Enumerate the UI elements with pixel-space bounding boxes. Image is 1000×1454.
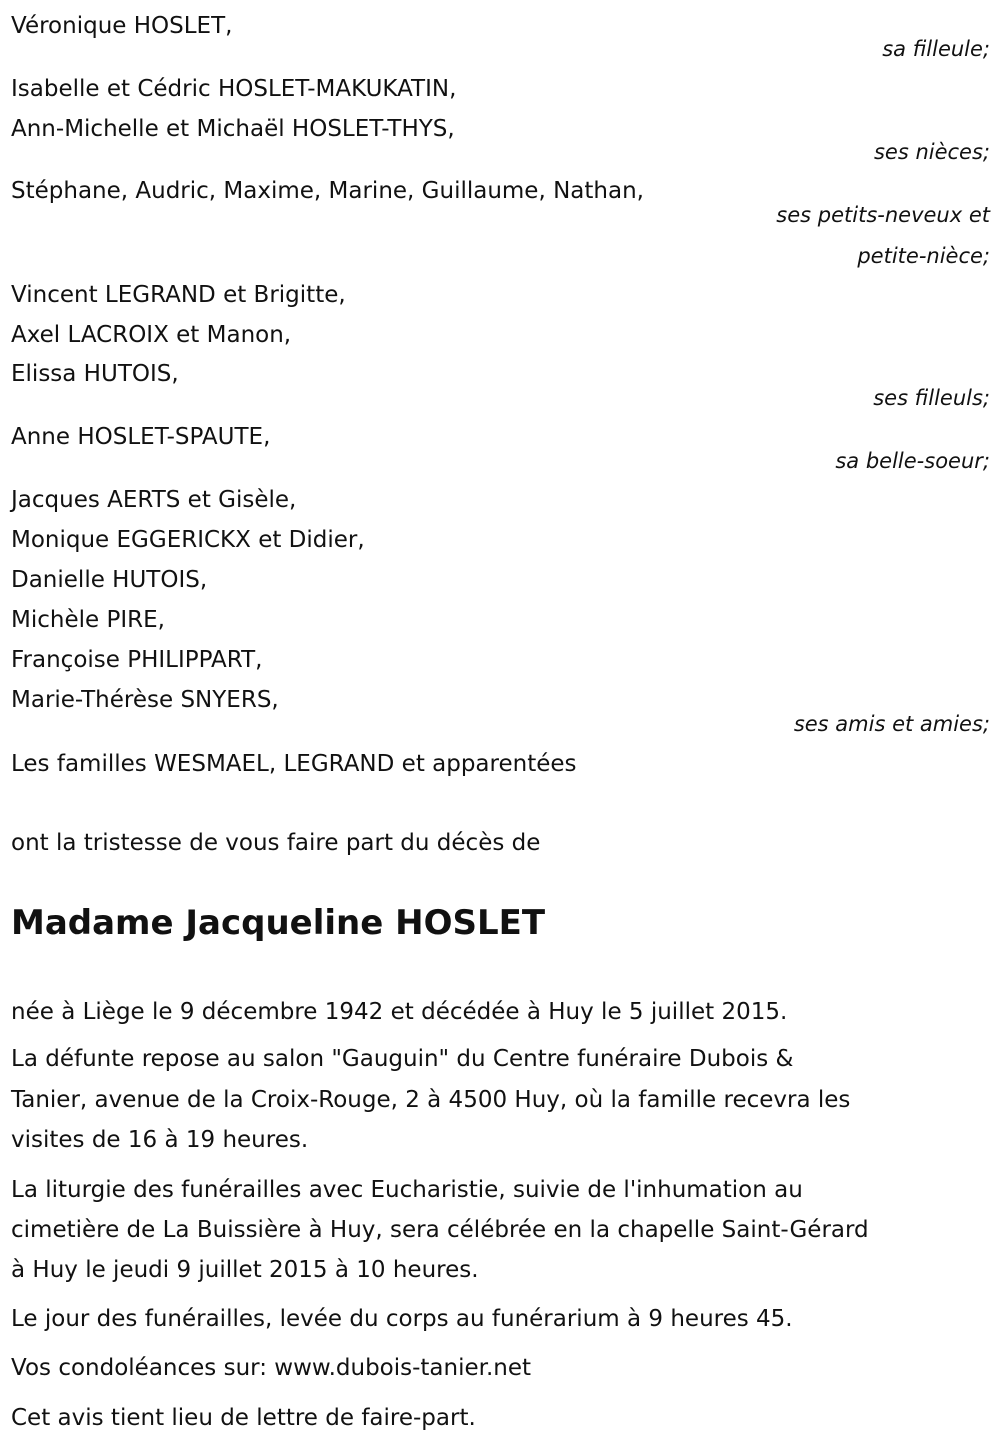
announcement: ont la tristesse de vous faire part du décès de [11, 830, 541, 856]
levee-line: Le jour des funérailles, levée du corps au funérarium à 9 heures 45. [11, 1306, 793, 1332]
notice-line: Cet avis tient lieu de lettre de faire-part. [11, 1405, 476, 1431]
family-name-line: Marie-Thérèse SNYERS, [11, 687, 279, 713]
family-name-line: Monique EGGERICKX et Didier, [11, 527, 365, 553]
family-name-line: Jacques AERTS et Gisèle, [11, 487, 297, 513]
family-name-line: Anne HOSLET-SPAUTE, [11, 424, 271, 450]
relation-label: ses petits-neveux et [776, 203, 990, 227]
family-name-line: Stéphane, Audric, Maxime, Marine, Guillaume, Nathan, [11, 178, 644, 204]
relation-label: ses filleuls; [873, 386, 990, 410]
family-name-line: Axel LACROIX et Manon, [11, 322, 292, 348]
relation-label: sa filleule; [882, 37, 990, 61]
family-name-line: Isabelle et Cédric HOSLET-MAKUKATIN, [11, 76, 457, 102]
family-name-line: Ann-Michelle et Michaël HOSLET-THYS, [11, 116, 455, 142]
birth-death-line: née à Liège le 9 décembre 1942 et décédée à Huy le 5 juillet 2015. [11, 999, 788, 1025]
relation-label: sa belle-soeur; [835, 449, 990, 473]
relation-label: petite-nièce; [857, 244, 990, 268]
families-line: Les familles WESMAEL, LEGRAND et apparentées [11, 751, 577, 777]
relation-label: ses nièces; [873, 140, 990, 164]
liturgy-line: cimetière de La Buissière à Huy, sera célébrée en la chapelle Saint-Gérard [11, 1217, 869, 1243]
liturgy-line: La liturgie des funérailles avec Eucharistie, suivie de l'inhumation au [11, 1177, 803, 1203]
family-name-line: Véronique HOSLET, [11, 13, 233, 39]
liturgy-line: à Huy le jeudi 9 juillet 2015 à 10 heures. [11, 1257, 479, 1283]
condolences-line: Vos condoléances sur: www.dubois-tanier.net [11, 1355, 532, 1381]
relation-label: ses amis et amies; [793, 712, 990, 736]
family-name-line: Elissa HUTOIS, [11, 361, 179, 387]
viewing-line: La défunte repose au salon "Gauguin" du Centre funéraire Dubois & [11, 1046, 794, 1072]
viewing-line: visites de 16 à 19 heures. [11, 1127, 309, 1153]
family-name-line: Michèle PIRE, [11, 607, 165, 633]
family-name-line: Danielle HUTOIS, [11, 567, 208, 593]
viewing-line: Tanier, avenue de la Croix-Rouge, 2 à 4500 Huy, où la famille recevra les [11, 1087, 851, 1113]
family-name-line: Françoise PHILIPPART, [11, 647, 263, 673]
deceased-name: Madame Jacqueline HOSLET [11, 903, 546, 943]
family-name-line: Vincent LEGRAND et Brigitte, [11, 282, 346, 308]
